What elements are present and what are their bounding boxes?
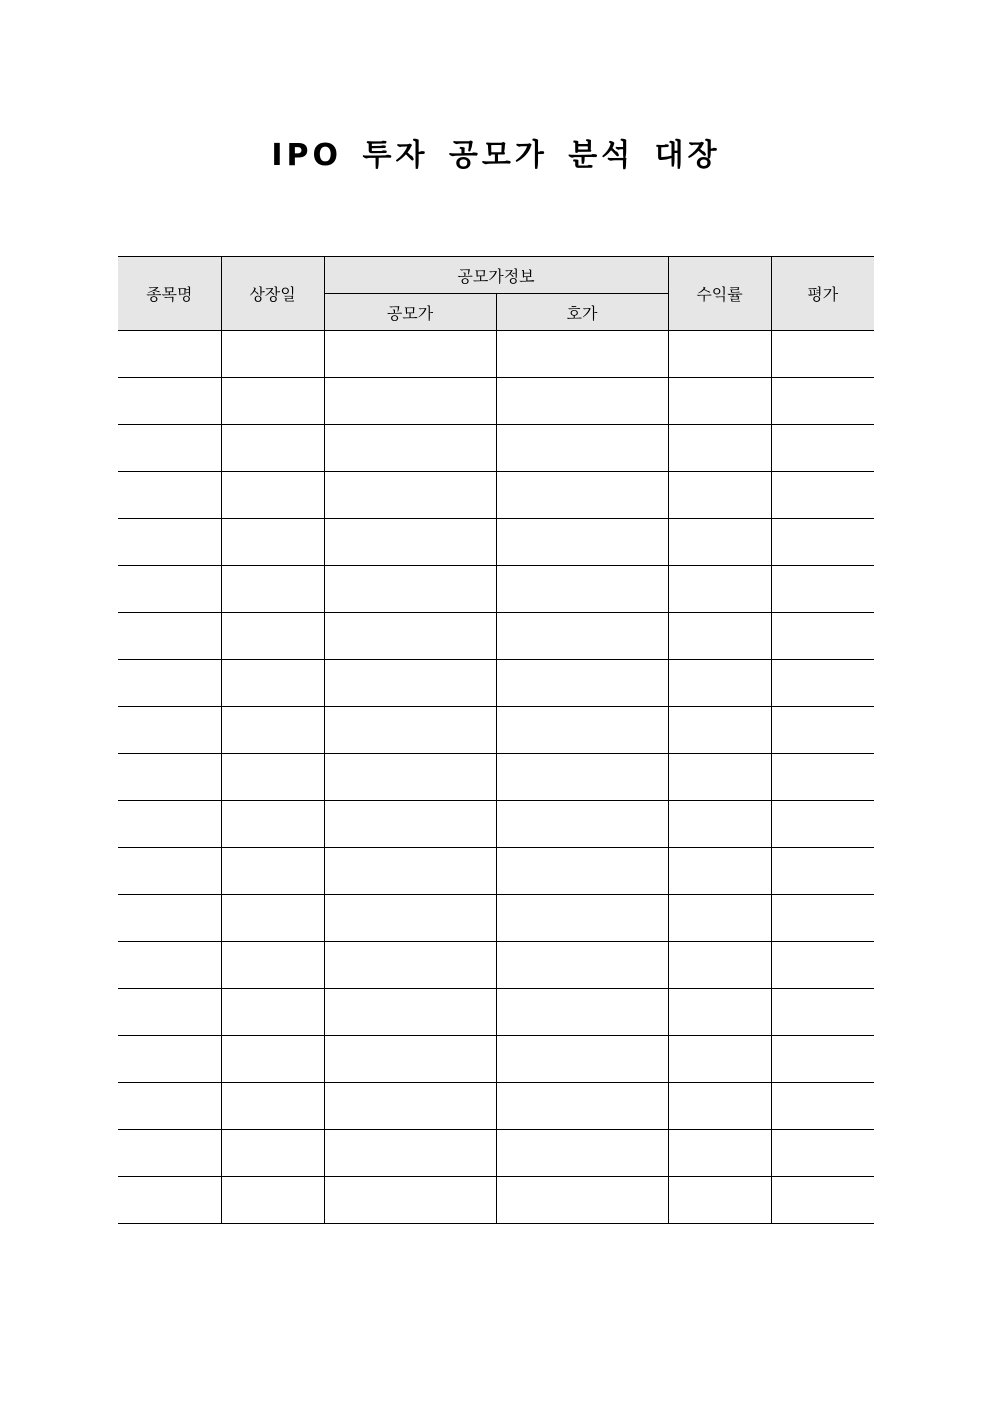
stock-name-cell[interactable]	[118, 613, 221, 660]
stock-name-cell[interactable]	[118, 1083, 221, 1130]
quote-cell[interactable]	[496, 378, 668, 425]
listing-date-cell[interactable]	[221, 331, 324, 378]
evaluation-cell[interactable]	[771, 1130, 874, 1177]
offering-price-cell[interactable]	[324, 1130, 496, 1177]
evaluation-cell[interactable]	[771, 660, 874, 707]
offering-price-cell[interactable]	[324, 331, 496, 378]
offering-price-cell[interactable]	[324, 848, 496, 895]
offering-price-cell[interactable]	[324, 613, 496, 660]
quote-cell[interactable]	[496, 519, 668, 566]
offering-price-cell[interactable]	[324, 519, 496, 566]
return-rate-cell[interactable]	[668, 1083, 771, 1130]
offering-price-cell[interactable]	[324, 707, 496, 754]
listing-date-cell[interactable]	[221, 472, 324, 519]
quote-cell[interactable]	[496, 895, 668, 942]
evaluation-cell[interactable]	[771, 613, 874, 660]
quote-cell[interactable]	[496, 1036, 668, 1083]
quote-cell[interactable]	[496, 989, 668, 1036]
header-evaluation: 평가	[771, 257, 874, 331]
listing-date-cell[interactable]	[221, 1036, 324, 1083]
table-row	[118, 613, 874, 660]
quote-cell[interactable]	[496, 707, 668, 754]
quote-cell[interactable]	[496, 660, 668, 707]
listing-date-cell[interactable]	[221, 989, 324, 1036]
return-rate-cell[interactable]	[668, 660, 771, 707]
stock-name-cell[interactable]	[118, 942, 221, 989]
listing-date-cell[interactable]	[221, 660, 324, 707]
header-listing-date: 상장일	[221, 257, 324, 331]
quote-cell[interactable]	[496, 566, 668, 613]
evaluation-cell[interactable]	[771, 425, 874, 472]
quote-cell[interactable]	[496, 1177, 668, 1224]
quote-cell[interactable]	[496, 754, 668, 801]
offering-price-cell[interactable]	[324, 425, 496, 472]
page-title: IPO 투자 공모가 분석 대장	[271, 138, 721, 173]
return-rate-cell[interactable]	[668, 425, 771, 472]
evaluation-cell[interactable]	[771, 848, 874, 895]
offering-price-cell[interactable]	[324, 378, 496, 425]
evaluation-cell[interactable]	[771, 519, 874, 566]
quote-cell[interactable]	[496, 801, 668, 848]
listing-date-cell[interactable]	[221, 801, 324, 848]
evaluation-cell[interactable]	[771, 378, 874, 425]
listing-date-cell[interactable]	[221, 613, 324, 660]
header-return-rate: 수익률	[668, 257, 771, 331]
table-body	[118, 331, 874, 1224]
listing-date-cell[interactable]	[221, 1130, 324, 1177]
evaluation-cell[interactable]	[771, 801, 874, 848]
table-row	[118, 1130, 874, 1177]
stock-name-cell[interactable]	[118, 519, 221, 566]
stock-name-cell[interactable]	[118, 1177, 221, 1224]
table-row	[118, 472, 874, 519]
quote-cell[interactable]	[496, 331, 668, 378]
listing-date-cell[interactable]	[221, 942, 324, 989]
return-rate-cell[interactable]	[668, 1177, 771, 1224]
evaluation-cell[interactable]	[771, 1036, 874, 1083]
evaluation-cell[interactable]	[771, 707, 874, 754]
quote-cell[interactable]	[496, 1130, 668, 1177]
return-rate-cell[interactable]	[668, 895, 771, 942]
stock-name-cell[interactable]	[118, 1130, 221, 1177]
listing-date-cell[interactable]	[221, 1177, 324, 1224]
offering-price-cell[interactable]	[324, 801, 496, 848]
return-rate-cell[interactable]	[668, 472, 771, 519]
table-row	[118, 331, 874, 378]
table-header	[118, 257, 874, 331]
offering-price-cell[interactable]	[324, 1177, 496, 1224]
stock-name-cell[interactable]	[118, 472, 221, 519]
stock-name-cell[interactable]	[118, 754, 221, 801]
evaluation-cell[interactable]	[771, 1083, 874, 1130]
table-row	[118, 519, 874, 566]
listing-date-cell[interactable]	[221, 378, 324, 425]
stock-name-cell[interactable]	[118, 989, 221, 1036]
table-row	[118, 848, 874, 895]
listing-date-cell[interactable]	[221, 425, 324, 472]
quote-cell[interactable]	[496, 613, 668, 660]
table-row	[118, 566, 874, 613]
return-rate-cell[interactable]	[668, 707, 771, 754]
stock-name-cell[interactable]	[118, 566, 221, 613]
stock-name-cell[interactable]	[118, 660, 221, 707]
return-rate-cell[interactable]	[668, 613, 771, 660]
evaluation-cell[interactable]	[771, 566, 874, 613]
return-rate-cell[interactable]	[668, 754, 771, 801]
quote-cell[interactable]	[496, 425, 668, 472]
stock-name-cell[interactable]	[118, 707, 221, 754]
header-offering-info: 공모가정보	[324, 257, 668, 294]
table-row	[118, 425, 874, 472]
listing-date-cell[interactable]	[221, 848, 324, 895]
table-row	[118, 895, 874, 942]
stock-name-cell[interactable]	[118, 848, 221, 895]
evaluation-cell[interactable]	[771, 895, 874, 942]
offering-price-cell[interactable]	[324, 754, 496, 801]
return-rate-cell[interactable]	[668, 942, 771, 989]
offering-price-cell[interactable]	[324, 1036, 496, 1083]
offering-price-cell[interactable]	[324, 566, 496, 613]
quote-cell[interactable]	[496, 942, 668, 989]
stock-name-cell[interactable]	[118, 331, 221, 378]
header-offering-price: 공모가	[324, 294, 496, 331]
quote-cell[interactable]	[496, 848, 668, 895]
evaluation-cell[interactable]	[771, 989, 874, 1036]
listing-date-cell[interactable]	[221, 754, 324, 801]
offering-price-cell[interactable]	[324, 989, 496, 1036]
listing-date-cell[interactable]	[221, 566, 324, 613]
table-row	[118, 378, 874, 425]
offering-price-cell[interactable]	[324, 895, 496, 942]
table-row	[118, 660, 874, 707]
table-row	[118, 1177, 874, 1224]
offering-price-cell[interactable]	[324, 660, 496, 707]
table-row	[118, 801, 874, 848]
listing-date-cell[interactable]	[221, 519, 324, 566]
return-rate-cell[interactable]	[668, 566, 771, 613]
table-row	[118, 754, 874, 801]
return-rate-cell[interactable]	[668, 848, 771, 895]
quote-cell[interactable]	[496, 1083, 668, 1130]
evaluation-cell[interactable]	[771, 1177, 874, 1224]
stock-name-cell[interactable]	[118, 425, 221, 472]
ipo-ledger-table	[118, 256, 874, 1224]
return-rate-cell[interactable]	[668, 801, 771, 848]
return-rate-cell[interactable]	[668, 519, 771, 566]
header-quote: 호가	[496, 294, 668, 331]
stock-name-cell[interactable]	[118, 1036, 221, 1083]
return-rate-cell[interactable]	[668, 1036, 771, 1083]
return-rate-cell[interactable]	[668, 331, 771, 378]
offering-price-cell[interactable]	[324, 472, 496, 519]
evaluation-cell[interactable]	[771, 754, 874, 801]
table-row	[118, 989, 874, 1036]
evaluation-cell[interactable]	[771, 942, 874, 989]
return-rate-cell[interactable]	[668, 1130, 771, 1177]
quote-cell[interactable]	[496, 472, 668, 519]
table-row	[118, 1083, 874, 1130]
listing-date-cell[interactable]	[221, 895, 324, 942]
table-row	[118, 942, 874, 989]
evaluation-cell[interactable]	[771, 472, 874, 519]
table-row	[118, 707, 874, 754]
offering-price-cell[interactable]	[324, 942, 496, 989]
stock-name-cell[interactable]	[118, 378, 221, 425]
offering-price-cell[interactable]	[324, 1083, 496, 1130]
table-row	[118, 1036, 874, 1083]
listing-date-cell[interactable]	[221, 1083, 324, 1130]
evaluation-cell[interactable]	[771, 331, 874, 378]
stock-name-cell[interactable]	[118, 801, 221, 848]
header-stock-name: 종목명	[118, 257, 221, 331]
return-rate-cell[interactable]	[668, 989, 771, 1036]
listing-date-cell[interactable]	[221, 707, 324, 754]
return-rate-cell[interactable]	[668, 378, 771, 425]
stock-name-cell[interactable]	[118, 895, 221, 942]
